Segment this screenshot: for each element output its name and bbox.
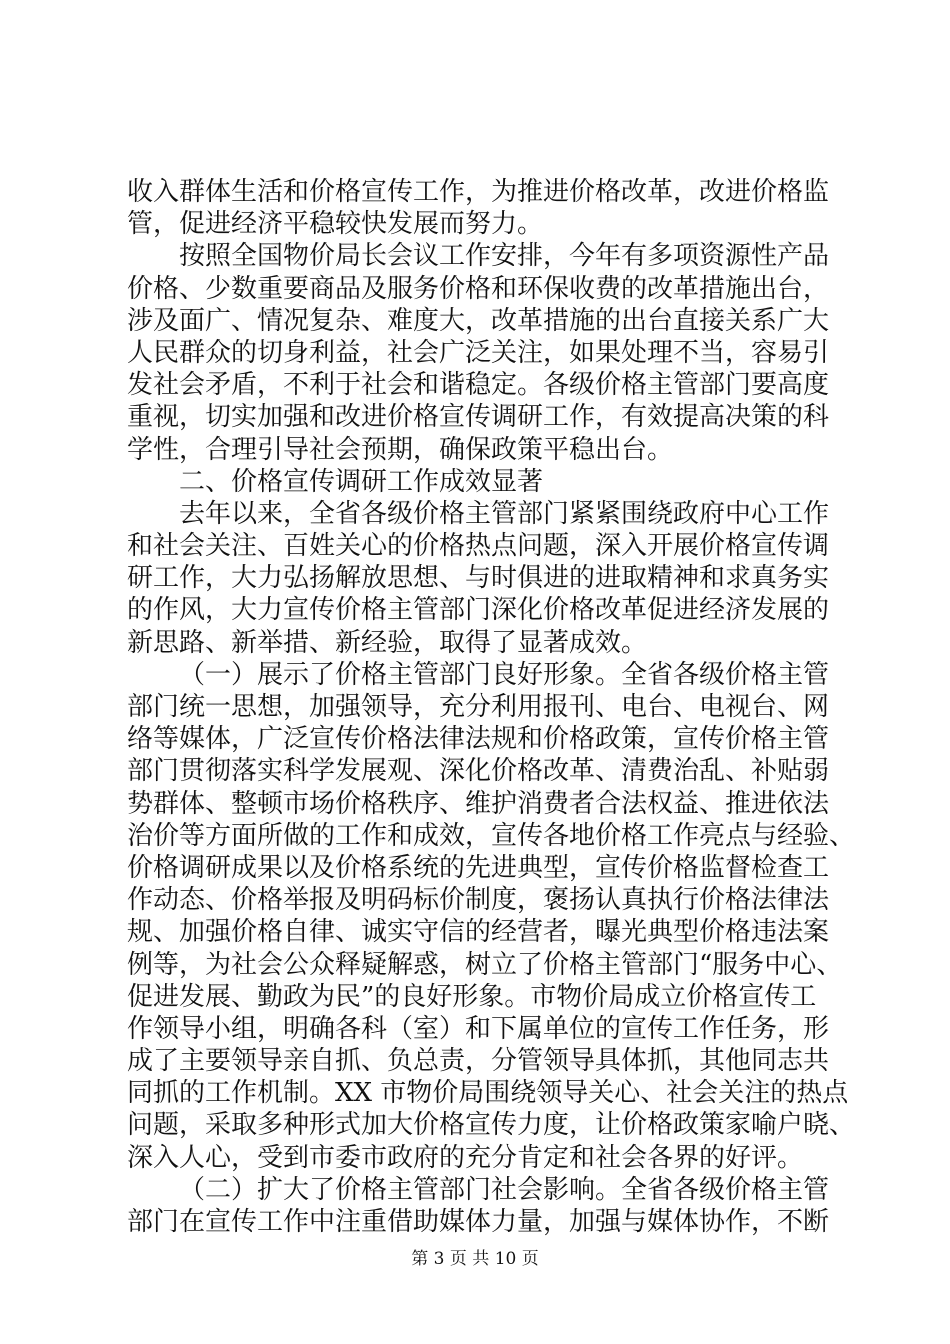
text-line: 的作风，大力宣传价格主管部门深化价格改革促进经济发展的	[127, 595, 830, 626]
text-line: 作动态、价格举报及明码标价制度，褒扬认真执行价格法律法	[127, 885, 830, 916]
text-line: 促进发展、勤政为民”的良好形象。市物价局成立价格宣传工	[127, 981, 817, 1012]
text-line: 部门在宣传工作中注重借助媒体力量，加强与媒体协作，不断	[127, 1207, 830, 1237]
text-line: 涉及面广、情况复杂、难度大，改革措施的出台直接关系广大	[127, 305, 830, 336]
text-line: 按照全国物价局长会议工作安排，今年有多项资源性产品	[179, 241, 830, 272]
text-line: 部门贯彻落实科学发展观、深化价格改革、清费治乱、补贴弱	[127, 756, 830, 787]
text-line: 研工作，大力弘扬解放思想、与时俱进的进取精神和求真务实	[127, 563, 830, 594]
text-line: 例等，为社会公众释疑解惑，树立了价格主管部门“服务中心、	[127, 949, 843, 980]
text-line: 价格、少数重要商品及服务价格和环保收费的改革措施出台，	[127, 273, 830, 304]
text-line: （一）展示了价格主管部门良好形象。全省各级价格主管	[179, 659, 830, 690]
text-line: 作领导小组，明确各科（室）和下属单位的宣传工作任务，形	[127, 1013, 830, 1044]
text-line: 和社会关注、百姓关心的价格热点问题，深入开展价格宣传调	[127, 531, 830, 562]
text-line: 发社会矛盾，不利于社会和谐稳定。各级价格主管部门要高度	[127, 370, 830, 401]
text-line: 价格调研成果以及价格系统的先进典型，宣传价格监督检查工	[127, 852, 830, 883]
text-line: 重视，切实加强和改进价格宣传调研工作，有效提高决策的科	[127, 402, 830, 433]
text-line: 势群体、整顿市场价格秩序、维护消费者合法权益、推进依法	[127, 788, 830, 819]
text-line: （二）扩大了价格主管部门社会影响。全省各级价格主管	[179, 1174, 830, 1205]
text-line: 规、加强价格自律、诚实守信的经营者，曝光典型价格违法案	[127, 917, 830, 948]
page-footer: 第 3 页 共 10 页	[411, 1249, 539, 1269]
text-line: 去年以来，全省各级价格主管部门紧紧围绕政府中心工作	[179, 498, 830, 529]
text-line: 问题，采取多种形式加大价格宣传力度，让价格政策家喻户晓、	[127, 1110, 856, 1141]
text-line: 同抓的工作机制。XX 市物价局围绕领导关心、社会关注的热点	[127, 1078, 849, 1109]
text-line: 深入人心，受到市委市政府的充分肯定和社会各界的好评。	[127, 1142, 804, 1173]
text-line: 络等媒体，广泛宣传价格法律法规和价格政策，宣传价格主管	[127, 724, 830, 755]
text-line: 治价等方面所做的工作和成效，宣传各地价格工作亮点与经验、	[127, 820, 856, 851]
text-line: 管，促进经济平稳较快发展而努力。	[127, 209, 544, 240]
text-line: 二、价格宣传调研工作成效显著	[179, 466, 544, 497]
text-line: 新思路、新举措、新经验，取得了显著成效。	[127, 627, 648, 658]
document-body	[127, 176, 856, 1238]
text-line: 学性，合理引导社会预期，确保政策平稳出台。	[127, 434, 674, 465]
text-line: 收入群体生活和价格宣传工作，为推进价格改革，改进价格监	[127, 177, 830, 207]
text-line: 成了主要领导亲自抓、负总责，分管领导具体抓，其他同志共	[127, 1046, 830, 1077]
text-line: 人民群众的切身利益，社会广泛关注，如果处理不当，容易引	[127, 337, 830, 368]
text-line: 部门统一思想，加强领导，充分利用报刊、电台、电视台、网	[127, 692, 830, 722]
